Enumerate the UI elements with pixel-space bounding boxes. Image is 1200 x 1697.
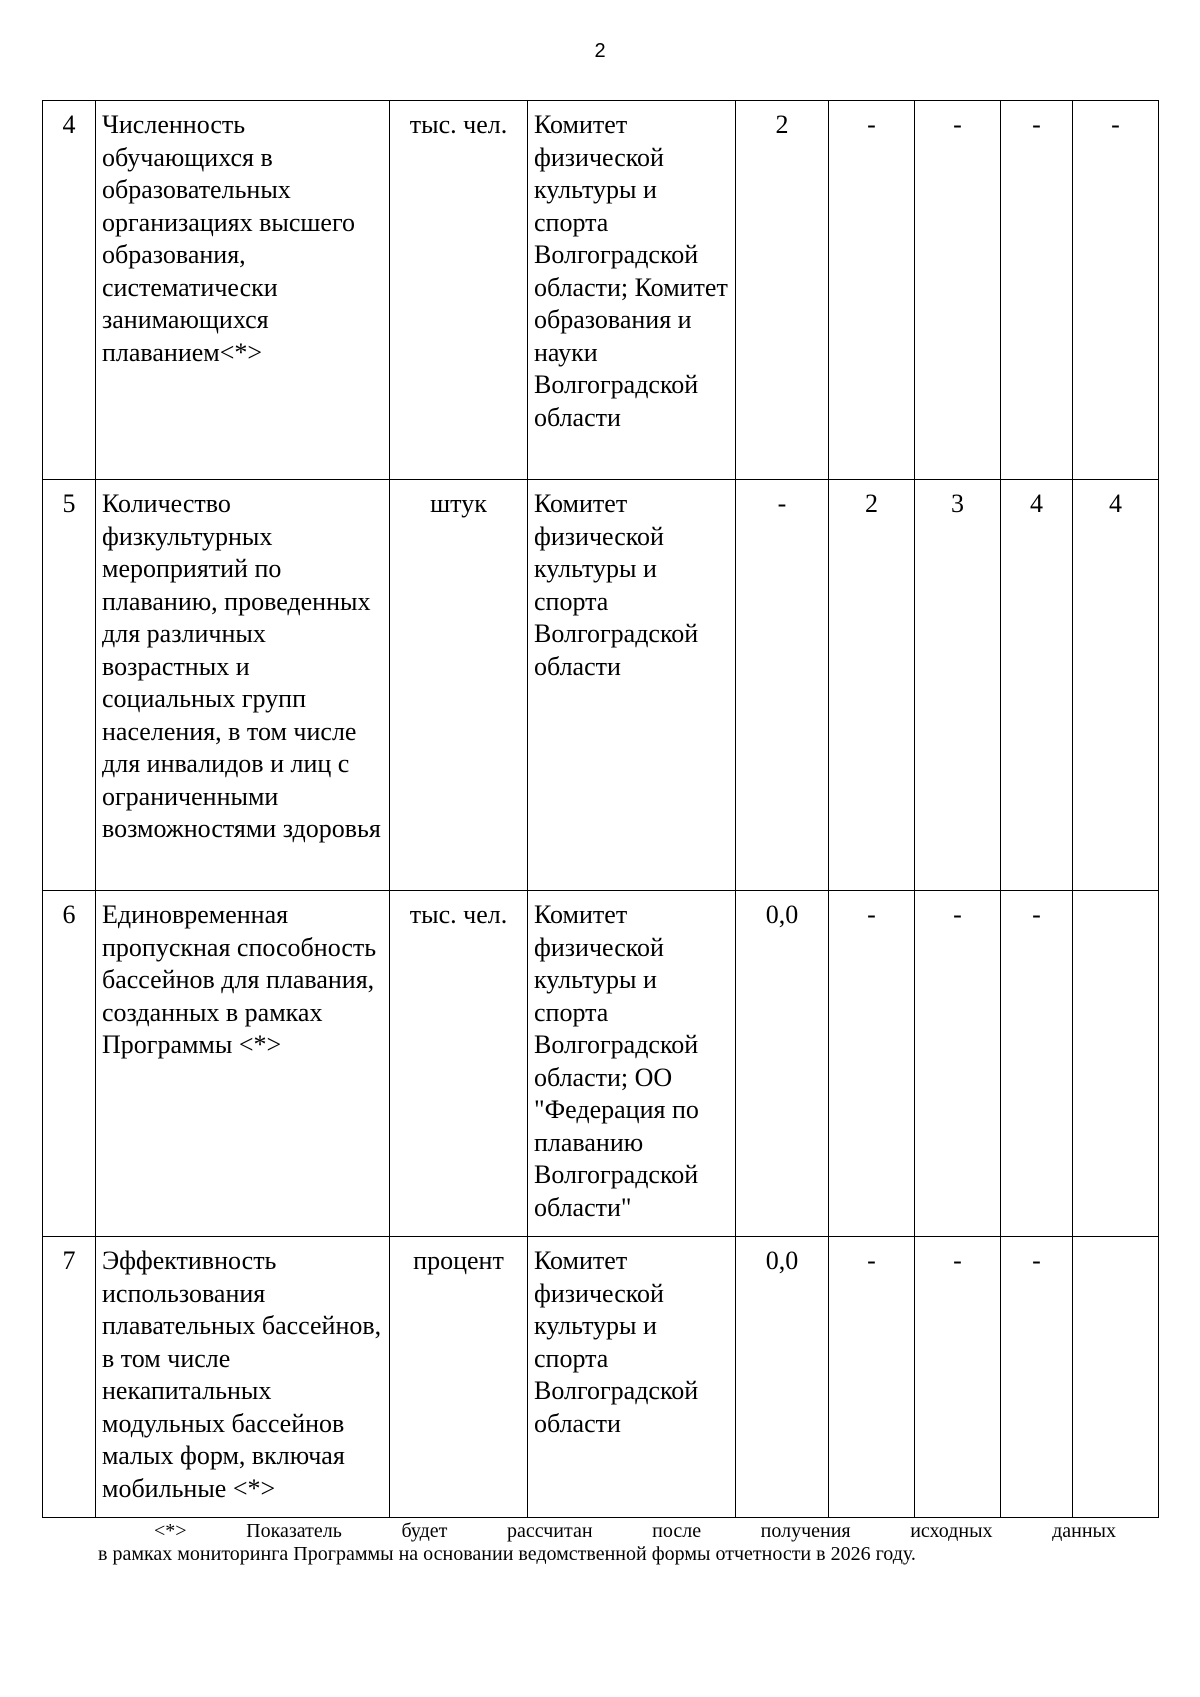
table-row	[43, 1237, 1159, 1518]
footnote-line: в рамках мониторинга Программы на основании ведомственной формы отчетности в 2026 году.	[98, 1543, 916, 1565]
value-cell	[1073, 891, 1159, 1237]
unit-cell: штук	[390, 480, 528, 891]
responsible-cell: Комитет физической культуры и спорта Волгоградской области; ОО "Федерация по плаванию Волгоградской области"	[528, 891, 736, 1237]
indicator-name: Количество физкультурных мероприятий по плаванию, проведенных для различных возрастных и социальных групп населения, в том числе для инвалидов и лиц с ограниченными возможностями здоровья	[96, 480, 390, 891]
value-cell	[1073, 1237, 1159, 1518]
value-cell: -	[1001, 1237, 1073, 1518]
footnote-line: <*> Показатель будет рассчитан после получения исходных данных	[154, 1520, 1116, 1542]
page-number: 2	[594, 40, 606, 62]
value-cell: -	[1073, 101, 1159, 480]
indicator-name: Единовременная пропускная способность бассейнов для плавания, созданных в рамках Программы <*>	[96, 891, 390, 1237]
value-cell: -	[736, 480, 829, 891]
row-number: 6	[43, 891, 96, 1237]
value-cell: -	[915, 1237, 1001, 1518]
value-cell: -	[829, 891, 915, 1237]
value-cell: 2	[736, 101, 829, 480]
responsible-cell: Комитет физической культуры и спорта Волгоградской области	[528, 1237, 736, 1518]
table-row	[43, 101, 1159, 480]
footnote	[98, 1520, 1116, 1566]
value-cell: -	[829, 101, 915, 480]
value-cell: 4	[1073, 480, 1159, 891]
indicators-table	[42, 100, 1159, 1518]
row-number: 7	[43, 1237, 96, 1518]
unit-cell: тыс. чел.	[390, 101, 528, 480]
value-cell: -	[829, 1237, 915, 1518]
value-cell: -	[915, 101, 1001, 480]
indicator-name: Численность обучающихся в образовательных организациях высшего образования, систематически занимающихся плаванием<*>	[96, 101, 390, 480]
responsible-cell: Комитет физической культуры и спорта Волгоградской области	[528, 480, 736, 891]
indicator-name: Эффективность использования плавательных бассейнов, в том числе некапитальных модульных бассейнов малых форм, включая мобильные <*>	[96, 1237, 390, 1518]
value-cell: -	[1001, 101, 1073, 480]
value-cell: 2	[829, 480, 915, 891]
responsible-cell: Комитет физической культуры и спорта Волгоградской области; Комитет образования и науки Волгоградской области	[528, 101, 736, 480]
unit-cell: тыс. чел.	[390, 891, 528, 1237]
value-cell: 0,0	[736, 1237, 829, 1518]
value-cell: 4	[1001, 480, 1073, 891]
value-cell: 0,0	[736, 891, 829, 1237]
table-row	[43, 480, 1159, 891]
value-cell: -	[915, 891, 1001, 1237]
value-cell: 3	[915, 480, 1001, 891]
row-number: 4	[43, 101, 96, 480]
value-cell: -	[1001, 891, 1073, 1237]
unit-cell: процент	[390, 1237, 528, 1518]
table-row	[43, 891, 1159, 1237]
row-number: 5	[43, 480, 96, 891]
